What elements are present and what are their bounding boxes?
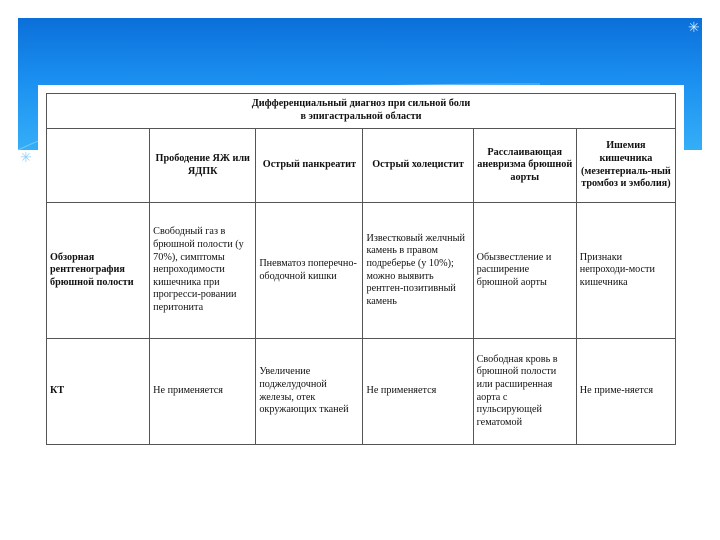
table-row bbox=[47, 203, 676, 339]
sparkle-icon: ✳ bbox=[688, 19, 700, 35]
differential-diagnosis-table bbox=[46, 93, 676, 445]
table-row bbox=[47, 339, 676, 445]
column-header-pancreatitis: Острый панкреатит bbox=[256, 129, 363, 203]
table-title bbox=[47, 94, 676, 129]
table-cell: Увеличение поджелудочной железы, отек окружающих тканей bbox=[256, 339, 363, 445]
column-header-empty bbox=[47, 129, 150, 203]
table-cell: Пневматоз поперечно-ободочной кишки bbox=[256, 203, 363, 339]
row-label-ct: КТ bbox=[47, 339, 150, 445]
table-cell: Известковый желчный камень в правом подреберье (у 10%); можно выявить рентген-позитивный камень bbox=[363, 203, 473, 339]
document-scan bbox=[38, 85, 684, 480]
table-cell: Свободный газ в брюшной полости (у 70%), симптомы непроходимости кишечника при прогресси-ровании перитонита bbox=[150, 203, 256, 339]
column-header-perforation: Прободение ЯЖ или ЯДПК bbox=[150, 129, 256, 203]
table-cell: Свободная кровь в брюшной полости или расширенная аорта с пульсирующей гематомой bbox=[473, 339, 576, 445]
table-header-row bbox=[47, 129, 676, 203]
column-header-cholecystitis: Острый холецистит bbox=[363, 129, 473, 203]
table-cell: Обызвестление и расширение брюшной аорты bbox=[473, 203, 576, 339]
column-header-intestinal-ischemia: Ишемия кишечника (мезентериаль-ный тромбоз и эмболия) bbox=[576, 129, 675, 203]
column-header-aortic-aneurysm: Расслаивающая аневризма брюшной аорты bbox=[473, 129, 576, 203]
table-cell: Признаки непроходи-мости кишечника bbox=[576, 203, 675, 339]
sparkle-icon: ✳ bbox=[20, 149, 32, 165]
table-cell: Не приме-няется bbox=[576, 339, 675, 445]
table-title-line1: Дифференциальный диагноз при сильной боли bbox=[251, 98, 471, 110]
table-cell: Не применяется bbox=[363, 339, 473, 445]
table-title-line2: в эпигастральной области bbox=[300, 111, 422, 122]
table-cell: Не применяется bbox=[150, 339, 256, 445]
row-label-xray: Обзорная рентгенография брюшной полости bbox=[47, 203, 150, 339]
